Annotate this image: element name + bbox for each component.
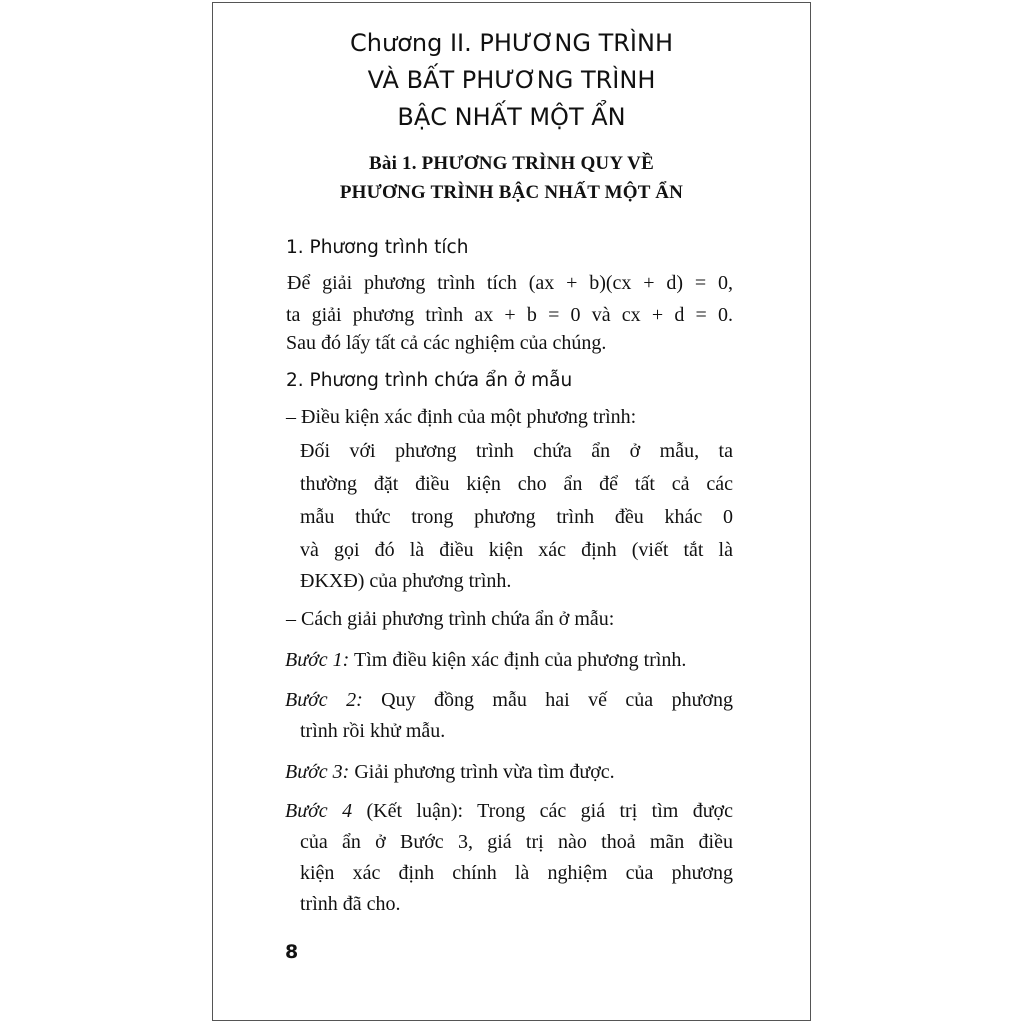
step-4-line-2: của ẩn ở Bước 3, giá trị nào thoả mãn điều: [300, 831, 733, 853]
section-1-line-2: ta giải phương trình ax + b = 0 và cx + d = 0.: [286, 304, 733, 326]
step-4-line-4: trình đã cho.: [300, 893, 401, 915]
chapter-title-line-3: BẬC NHẤT MỘT ẨN: [397, 103, 626, 131]
section-1-line-3: Sau đó lấy tất cả các nghiệm của chúng.: [286, 332, 607, 354]
condition-line-1: Đối với phương trình chứa ẩn ở mẫu, ta: [300, 440, 733, 462]
lesson-title-line-2: PHƯƠNG TRÌNH BẬC NHẤT MỘT ẨN: [339, 182, 684, 203]
condition-line-5: ĐKXĐ) của phương trình.: [300, 570, 512, 592]
step-1: [285, 648, 686, 672]
chapter-title: [213, 25, 810, 136]
chapter-title-line-2: VÀ BẤT PHƯƠNG TRÌNH: [367, 66, 656, 94]
step-3-text: Giải phương trình vừa tìm được.: [349, 761, 615, 783]
method-title: – Cách giải phương trình chứa ẩn ở mẫu:: [286, 608, 615, 630]
step-3: [285, 760, 615, 784]
step-2-continuation: trình rồi khử mẫu.: [300, 720, 446, 742]
book-page: [212, 2, 811, 1021]
condition-line-3: mẫu thức trong phương trình đều khác 0: [300, 506, 733, 528]
step-4-line-3: kiện xác định chính là nghiệm của phương: [300, 862, 733, 884]
condition-line-4: và gọi đó là điều kiện xác định (viết tắt là: [300, 539, 733, 561]
step-2-text: Quy đồng mẫu hai vế của phương: [362, 689, 733, 711]
step-3-label: Bước 3:: [285, 761, 350, 783]
lesson-title-line-1: Bài 1. PHƯƠNG TRÌNH QUY VỀ: [369, 153, 654, 174]
condition-line-2: thường đặt điều kiện cho ẩn để tất cả các: [300, 473, 733, 495]
step-1-label: Bước 1:: [285, 649, 350, 671]
step-4-text: (Kết luận): Trong các giá trị tìm được: [352, 800, 733, 822]
step-2-label: Bước 2:: [285, 689, 363, 711]
page-number: 8: [285, 941, 299, 963]
section-1-line-1: Để giải phương trình tích (ax + b)(cx + d) = 0,: [287, 272, 733, 294]
step-4-label: Bước 4: [285, 800, 353, 822]
chapter-title-line-1: Chương II. PHƯƠNG TRÌNH: [350, 29, 673, 57]
step-1-text: Tìm điều kiện xác định của phương trình.: [349, 649, 687, 671]
step-4: [285, 799, 733, 823]
step-2: [285, 688, 733, 712]
section-1-heading: 1. Phương trình tích: [286, 237, 469, 258]
lesson-title: [213, 149, 810, 207]
section-2-heading: 2. Phương trình chứa ẩn ở mẫu: [286, 370, 573, 391]
condition-title: – Điều kiện xác định của một phương trình:: [286, 406, 637, 428]
